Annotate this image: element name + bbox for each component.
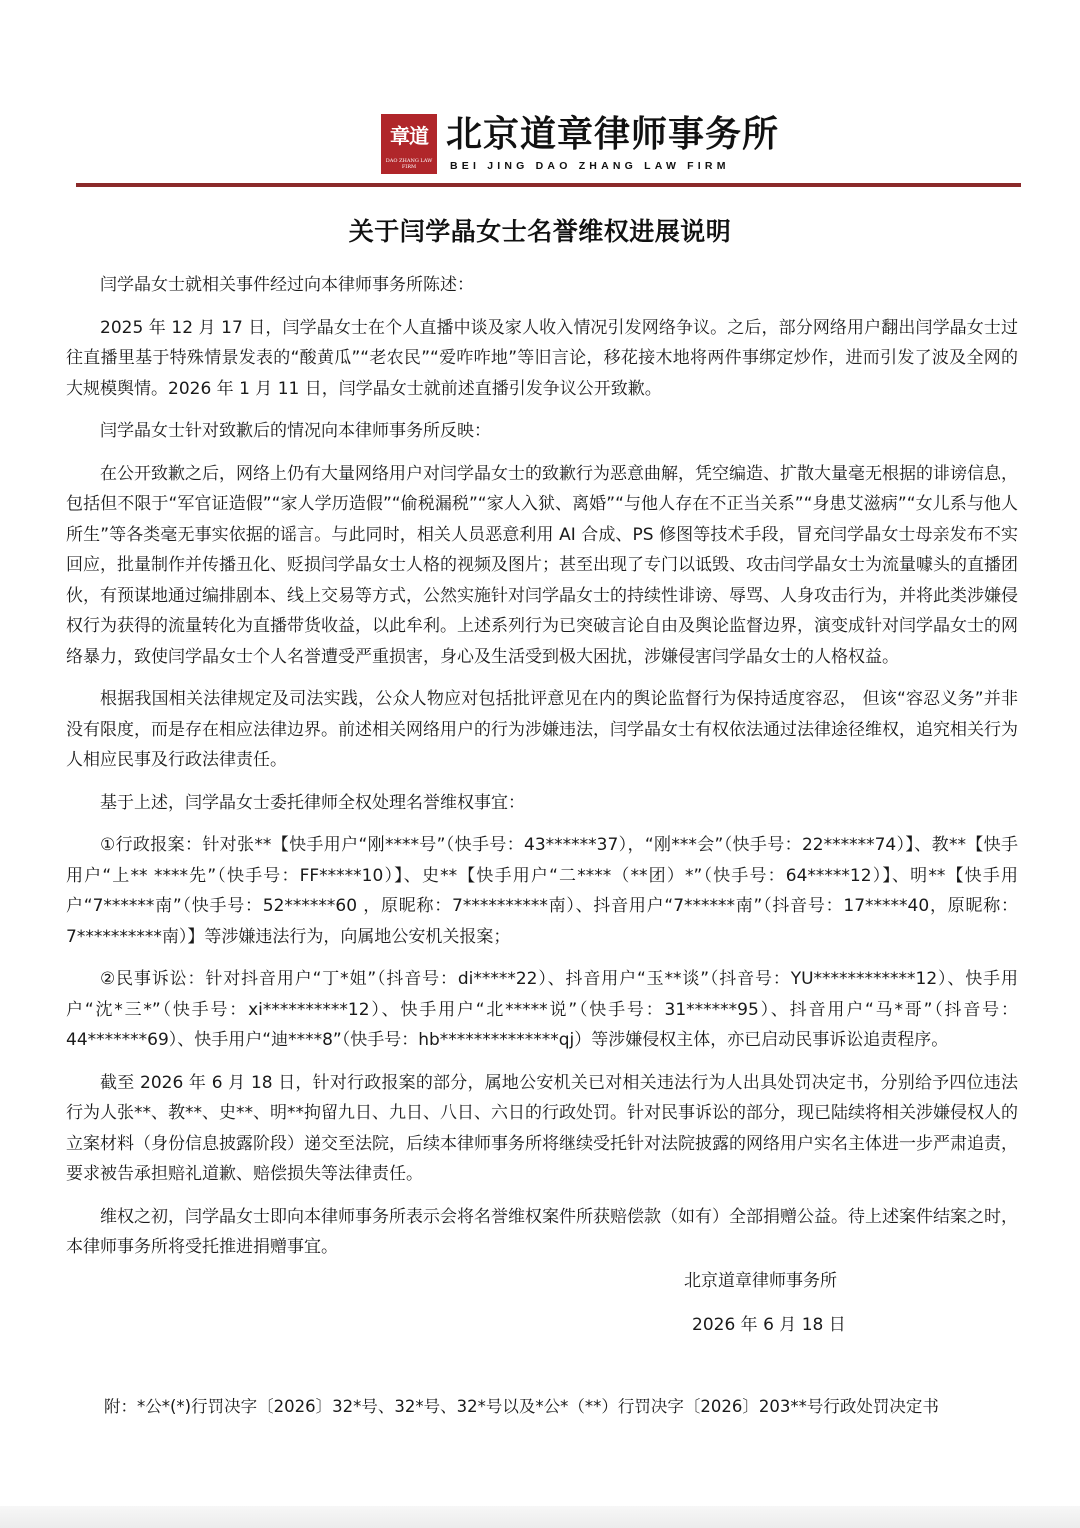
paragraph-donation: 维权之初，闫学晶女士即向本律师事务所表示会将名誉维权案件所获赔偿款（如有）全部捐赠公益。待上述案件结案之时，本律师事务所将受托推进捐赠事宜。 bbox=[66, 1206, 1018, 1257]
seal-text: 章道 bbox=[390, 124, 428, 148]
firm-name-cn: 北京道章律师事务所 bbox=[446, 113, 780, 155]
document-title: 关于闫学晶女士名誉维权进展说明 bbox=[348, 217, 732, 246]
signature-date: 2026 年 6 月 18 日 bbox=[692, 1315, 846, 1335]
letterhead-rule bbox=[76, 183, 1021, 187]
firm-seal-logo bbox=[381, 114, 437, 174]
paragraph-background: 2025 年 12 月 17 日，闫学晶女士在个人直播中谈及家人收入情况引发网络争议。之后，部分网络用户翻出闫学晶女士过往直播里基于特殊情景发表的“酸黄瓜”“老农民”“爱咋咋地”等旧言论，移花接木地将两件事绑定炒作，进而引发了波及全网的大规模舆情。2026 年 1 月 11 日，闫学晶女士就前述直播引发争议公开致歉。 bbox=[66, 317, 1018, 399]
page-bottom-edge bbox=[0, 1506, 1080, 1528]
firm-name-en: BEI JING DAO ZHANG LAW FIRM bbox=[450, 160, 730, 172]
paragraph-administrative-report: ①行政报案：针对张**【快手用户“刚****号”（快手号：43******37），“刚***会”（快手号：22******74）】、教**【快手用户“上** ****先”（快手号：FF*****10）】、史**【快手用户“二****（**团）*”（快手号：64*****12）】、明**【快手用户“7******南”（快手号：52******60 ，原昵称：7**********南）、抖音用户“7******南”（抖音号：17*****40，原昵称：7**********南）】等涉嫌违法行为，向属地公安机关报案； bbox=[66, 835, 1018, 947]
letterhead bbox=[0, 110, 1080, 176]
annex-note: 附：*公*(*)行罚决字〔2026〕32*号、32*号、32*号以及*公*（**）行罚决字〔2026〕203**号行政处罚决定书 bbox=[104, 1397, 939, 1416]
document-body bbox=[66, 270, 1018, 1263]
signature-firm: 北京道章律师事务所 bbox=[684, 1271, 837, 1291]
paragraph-intro: 闫学晶女士就相关事件经过向本律师事务所陈述： bbox=[100, 275, 474, 295]
paragraph-defamation: 在公开致歉之后，网络上仍有大量网络用户对闫学晶女士的致歉行为恶意曲解，凭空编造、扩散大量毫无根据的诽谤信息，包括但不限于“军官证造假”“家人学历造假”“偷税漏税”“家人入狱、离婚”“与他人存在不正当关系”“身患艾滋病”“女儿系与他人所生”等各类毫无事实依据的谣言。与此同时，相关人员恶意利用 AI 合成、PS 修图等技术手段，冒充闫学晶女士母亲发布不实回应，批量制作并传播丑化、贬损闫学晶女士人格的视频及图片；甚至出现了专门以诋毁、攻击闫学晶女士为流量噱头的直播团伙，有预谋地通过编排剧本、线上交易等方式，公然实施针对闫学晶女士的持续性诽谤、辱骂、人身攻击行为，并将此类涉嫌侵权行为获得的流量转化为直播带货收益，以此牟利。上述系列行为已突破言论自由及舆论监督边界，演变成针对闫学晶女士的网络暴力，致使闫学晶女士个人名誉遭受严重损害，身心及生活受到极大困扰，涉嫌侵害闫学晶女士的人格权益。 bbox=[66, 463, 1018, 667]
paragraph-report-lead: 闫学晶女士针对致歉后的情况向本律师事务所反映： bbox=[100, 421, 491, 441]
paragraph-progress: 截至 2026 年 6 月 18 日，针对行政报案的部分，属地公安机关已对相关违法行为人出具处罚决定书，分别给予四位违法行为人张**、教**、史**、明**拘留九日、九日、八日、六日的行政处罚。针对民事诉讼的部分，现已陆续将相关涉嫌侵权人的立案材料（身份信息披露阶段）递交至法院，后续本律师事务所将继续受托针对法院披露的网络用户实名主体进一步严肃追责，要求被告承担赔礼道歉、赔偿损失等法律责任。 bbox=[66, 1072, 1018, 1184]
paragraph-legal-basis: 根据我国相关法律规定及司法实践，公众人物应对包括批评意见在内的舆论监督行为保持适度容忍， 但该“容忍义务”并非没有限度，而是存在相应法律边界。前述相关网络用户的行为涉嫌违法，闫学晶女士有权依法通过法律途径维权，追究相关行为人相应民事及行政法律责任。 bbox=[66, 689, 1018, 770]
paragraph-entrust: 基于上述，闫学晶女士委托律师全权处理名誉维权事宜： bbox=[100, 792, 525, 813]
seal-subtext: DAO ZHANG LAW FIRM bbox=[385, 158, 433, 170]
paragraph-civil-suit: ②民事诉讼：针对抖音用户“丁*姐”（抖音号：di*****22）、抖音用户“玉**谈”（抖音号：YU************12）、快手用户“沈*三*”（快手号：xi**********12）、快手用户“北*****说”（快手号：31******95）、抖音用户“马*哥”（抖音号：44*******69）、快手用户“迪****8”（快手号：hb**************qj）等涉嫌侵权主体，亦已启动民事诉讼追责程序。 bbox=[66, 969, 1018, 1050]
